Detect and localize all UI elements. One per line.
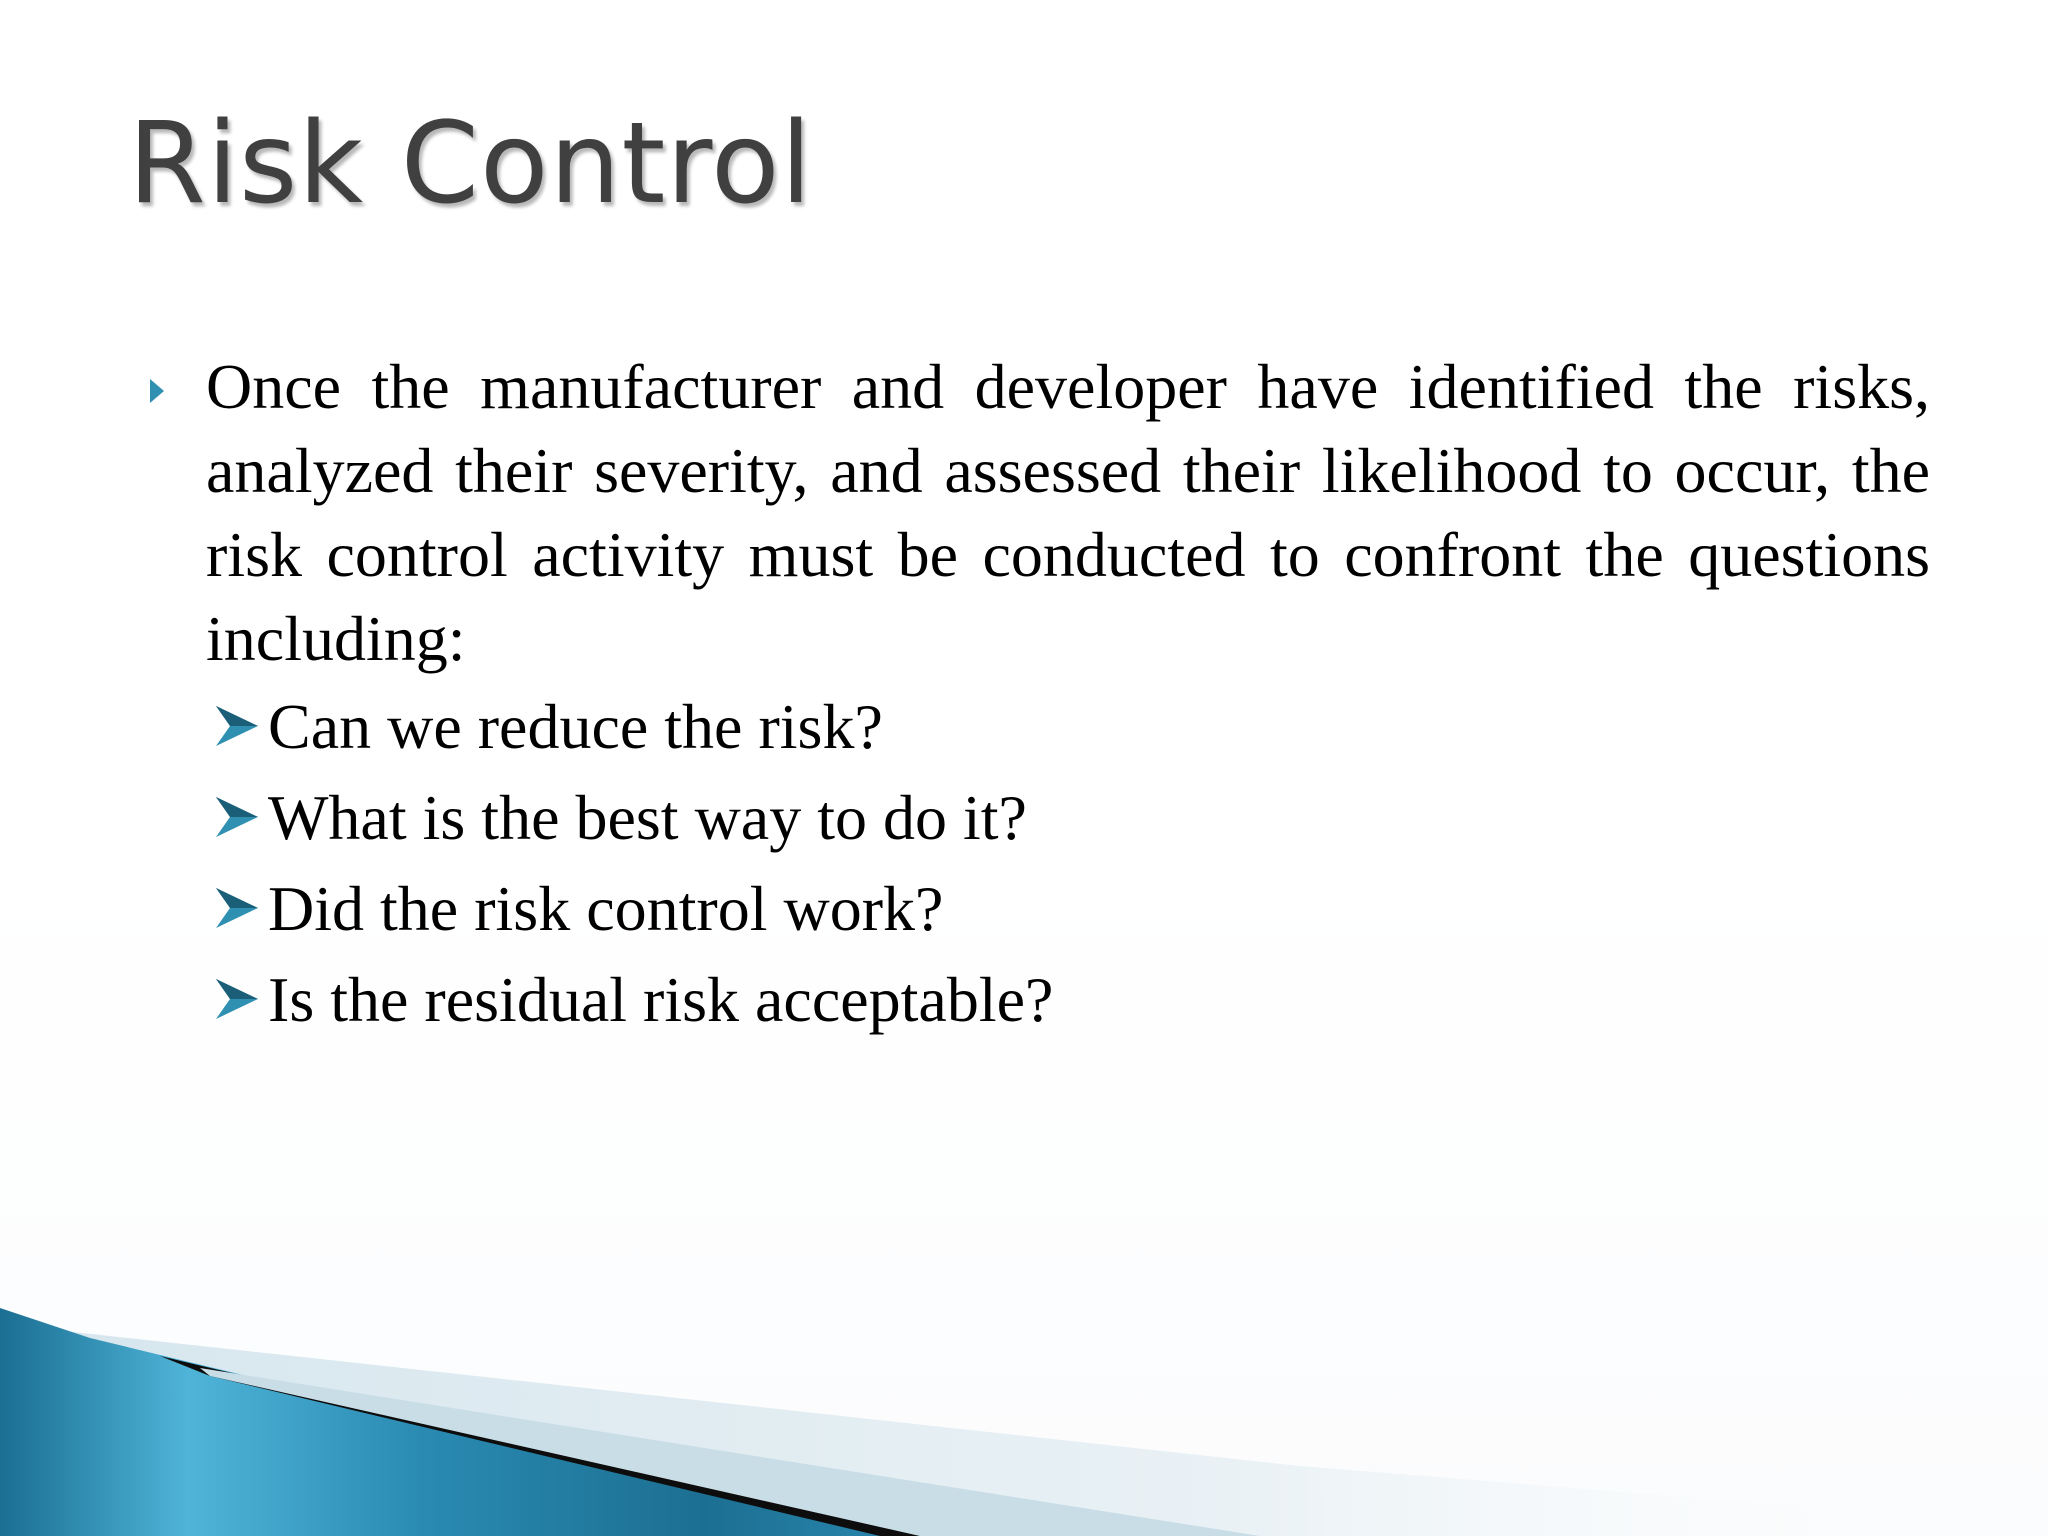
question-item [150,681,1930,772]
bullet-text: Once the manufacturer and developer have identified the risks, analyzed their severity, and assessed their likelihood to occur, the risk control activity must be conducted to confront the questions including: [206,351,1930,674]
question-text: What is the best way to do it? [268,782,1027,853]
question-text: Can we reduce the risk? [268,691,883,762]
question-text: Is the residual risk acceptable? [268,964,1054,1035]
bullet-item [150,345,1930,681]
arrowhead-right-icon [214,976,260,1022]
arrowhead-right-icon [214,885,260,931]
question-item [150,954,1930,1045]
slide-title: Risk Control [128,99,813,229]
question-text: Did the risk control work? [268,873,944,944]
question-item [150,772,1930,863]
triangle-right-icon [150,379,164,403]
arrowhead-right-icon [214,703,260,749]
arrowhead-right-icon [214,794,260,840]
footer-swoosh-decoration [0,1276,2048,1536]
slide-body [150,345,1930,1045]
question-item [150,863,1930,954]
question-list [150,681,1930,1045]
